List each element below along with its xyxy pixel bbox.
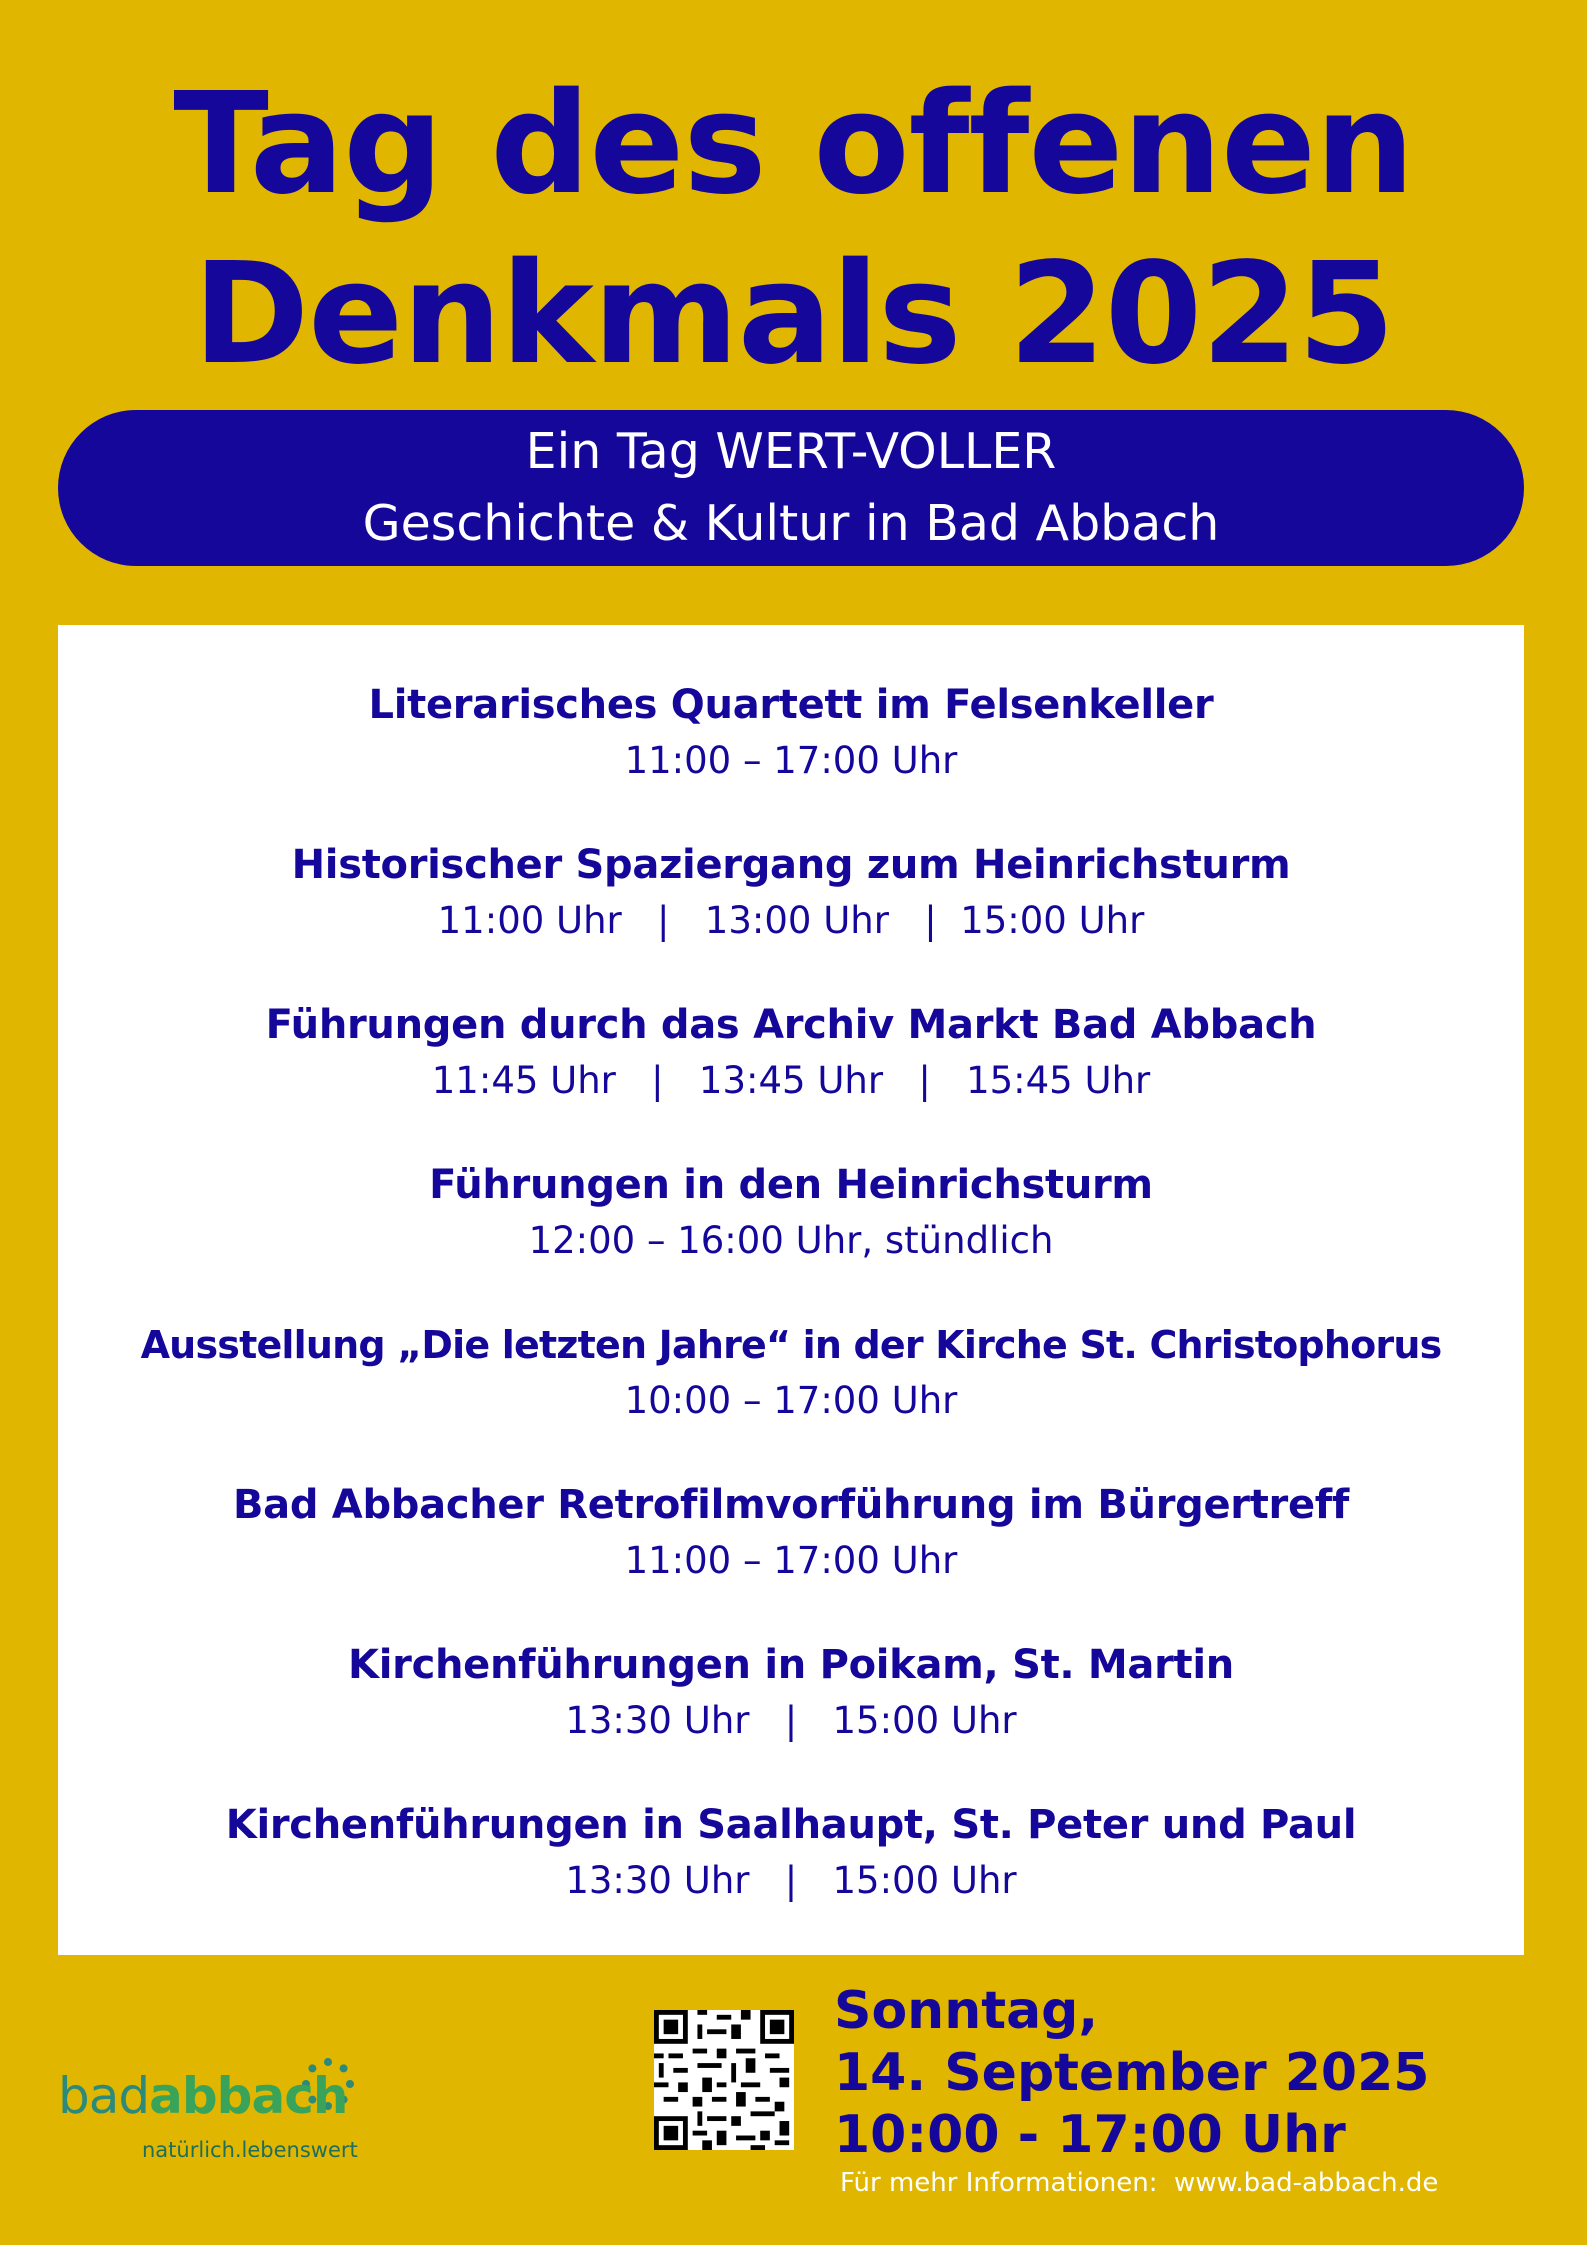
more-info-link[interactable]: Für mehr Informationen: www.bad-abbach.de	[840, 2168, 1439, 2198]
event-time: 11:00 – 17:00 Uhr	[624, 739, 958, 782]
event-title: Literarisches Quartett im Felsenkeller	[368, 682, 1214, 728]
event-title: Kirchenführungen in Saalhaupt, St. Peter und Paul	[225, 1802, 1357, 1848]
logo-tagline: natürlich.lebenswert	[142, 2138, 358, 2162]
event-time: 10:00 – 17:00 Uhr	[624, 1379, 958, 1422]
event-time: 13:30 Uhr | 15:00 Uhr	[565, 1859, 1017, 1902]
program-list	[58, 625, 1524, 1955]
logo-wordmark-part1: bad	[58, 2067, 150, 2125]
program-item	[58, 1637, 1524, 1749]
program-item	[58, 1317, 1524, 1429]
event-title: Kirchenführungen in Poikam, St. Martin	[348, 1642, 1234, 1688]
event-title: Ausstellung „Die letzten Jahre“ in der Kirche St. Christophorus	[140, 1323, 1442, 1367]
event-time: 11:00 Uhr | 13:00 Uhr | 15:00 Uhr	[437, 899, 1145, 942]
subtitle-banner	[58, 410, 1524, 566]
event-time: 12:00 – 16:00 Uhr, stündlich	[528, 1219, 1054, 1262]
event-title: Führungen durch das Archiv Markt Bad Abbach	[265, 1002, 1317, 1048]
logo-wordmark-part2: abbach	[149, 2067, 348, 2125]
subtitle-line-2: Geschichte & Kultur in Bad Abbach	[362, 495, 1220, 552]
event-title: Bad Abbacher Retrofilmvorführung im Bürgertreff	[232, 1482, 1350, 1528]
event-time: 11:00 – 17:00 Uhr	[624, 1539, 958, 1582]
event-title: Historischer Spaziergang zum Heinrichsturm	[291, 842, 1291, 888]
program-item	[58, 1477, 1524, 1589]
event-time: 11:45 Uhr | 13:45 Uhr | 15:45 Uhr	[431, 1059, 1151, 1102]
event-date-block	[834, 1980, 1429, 2166]
page-title	[0, 60, 1587, 400]
program-item	[58, 677, 1524, 789]
event-full-date: 14. September 2025	[834, 2043, 1430, 2103]
title-line-1: Tag des offenen	[173, 63, 1414, 226]
program-item	[58, 1797, 1524, 1909]
event-day: Sonntag,	[834, 1981, 1099, 2041]
program-item	[58, 997, 1524, 1109]
event-hours: 10:00 - 17:00 Uhr	[834, 2105, 1346, 2165]
bad-abbach-logo	[58, 2058, 378, 2188]
program-item	[58, 837, 1524, 949]
subtitle-line-1: Ein Tag WERT-VOLLER	[525, 423, 1057, 480]
event-time: 13:30 Uhr | 15:00 Uhr	[565, 1699, 1017, 1742]
event-title: Führungen in den Heinrichsturm	[429, 1162, 1153, 1208]
logo-wordmark	[58, 2066, 347, 2126]
qr-code-icon	[654, 2010, 794, 2150]
program-item	[58, 1157, 1524, 1269]
title-line-2: Denkmals 2025	[193, 233, 1394, 396]
